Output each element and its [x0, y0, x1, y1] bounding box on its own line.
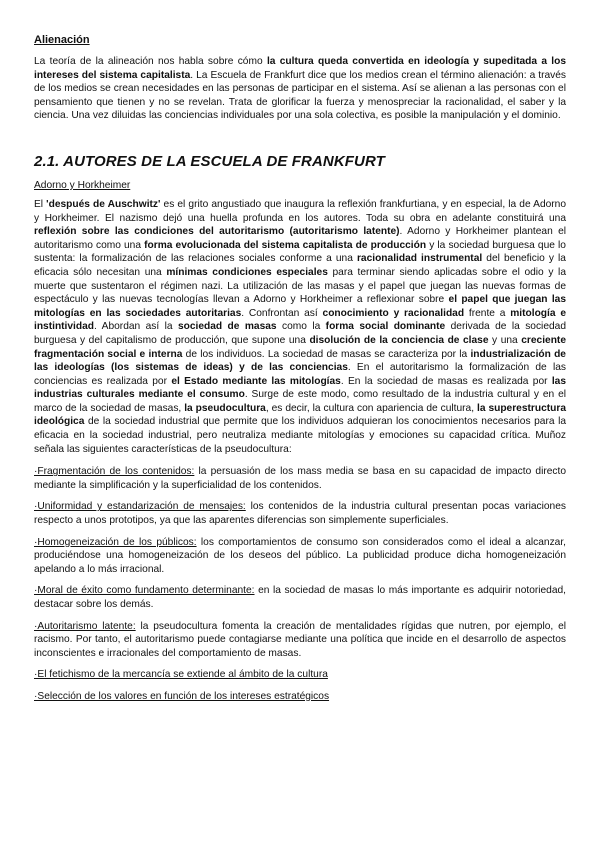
alienacion-paragraph: La teoría de la alineación nos habla sobre cómo la cultura queda convertida en ideología y supeditada a los intereses del sistema capitalista. La Escuela de Frankfurt dice que los medios crean el término alienación: a través de los medios se crean necesidades en las personas de participar en el sistema. Así se alienan a las personas con el pensamiento que tienen y no se revelan. Trata de glorificar la fuerza y menospreciar la racionalidad, el saber y la ciencia. Una vez diluidas las conciencias individuales por una sola colectiva, es posible la manipulación y el dominio. — [34, 56, 567, 122]
list-item: ·Autoritarismo latente: la pseudocultura fomenta la creación de mentalidades rígidas que nutren, por ejemplo, el racismo. Por tanto, el autoritarismo puede contagiarse mediante una política que incide en el desarrollo de aspectos inconscientes e irracionales del comportamiento de masas. — [34, 620, 566, 659]
section-title: 2.1. AUTORES DE LA ESCUELA DE FRANKFURT — [34, 152, 385, 170]
list-item: ·Uniformidad y estandarización de mensajes: los contenidos de la industria cultural presentan pocas variaciones respecto a unos prototipos, ya que las aparentes diferencias son simplemente superficiales. — [34, 501, 566, 527]
alienacion-heading: Alienación — [34, 34, 90, 46]
main-paragraph: El 'después de Auschwitz' es el grito angustiado que inaugura la reflexión frankfurtiana, y en especial, la de Adorno y Horkheimer. El nazismo dejó una huella profunda en los autores. Toda su obra en adelante constituirá una reflexión sobre las condiciones del autoritarismo (autoritarismo latente). Adorno y Horkheimer plantean el autoritarismo como una forma evolucionada del sistema capitalista de producción y la sociedad burguesa que lo sustenta: la formalización de las relaciones sociales conforme a una racionalidad instrumental del beneficio y la eficacia sólo necesitan una mínimas condiciones especiales para terminar siendo aplicadas sobre el odio y la muerte que sustentaron el régimen nazi. La utilización de las masas y el papel que juegan las nuevas formas de espectáculo y las nuevas tecnologías llevan a Adorno y Horkheimer a reflexionar sobre el papel que juegan las mitologías en las sociedades autoritarias. Confrontan así conocimiento y racionalidad frente a mitología e instintividad. Abordan así la sociedad de masas como la forma social dominante derivada de la sociedad burguesa y del capitalismo de producción, que supone una disolución de la conciencia de clase y una creciente fragmentación social e interna de los individuos. La sociedad de masas se caracteriza por la industrialización de las ideologías (los sistemas de ideas) y de las conciencias. En el autoritarismo la formalización de las conciencias es realizada por el Estado mediante las mitologías. En la sociedad de masas es realizada por las industrias culturales mediante el consumo. Surge de este modo, como resultado de la industria cultural y en el marco de la sociedad de masas, la pseudocultura, es decir, la cultura con apariencia de cultura, la superestructura ideológica de la sociedad industrial que permite que los individuos adquieran los conocimientos necesarios para la eficacia en la sociedad industrial, pero neutraliza mediante mitologías y emociones su capacidad crítica. Muñoz señala las siguientes características de la pseudocultura: — [34, 198, 567, 455]
list-item: ·Selección de los valores en función de los intereses estratégicos — [34, 690, 330, 702]
document-page — [34, 34, 566, 712]
section-subtitle: Adorno y Horkheimer — [34, 179, 131, 191]
list-item: ·Moral de éxito como fundamento determinante: en la sociedad de masas lo más importante es adquirir notoriedad, destacar sobre los demás. — [34, 585, 567, 610]
list-item: ·Homogeneización de los públicos: los comportamientos de consumo son considerados como el ideal a alcanzar, produciéndose una homogeneización de los deseos del público. La publicidad produce dicha homogeneización apelando a lo más irracional. — [34, 536, 566, 575]
list-item: ·Fragmentación de los contenidos: la persuasión de los mass media se basa en su capacidad de impacto directo mediante la simplificación y la superficialidad de los contenidos. — [34, 466, 566, 491]
list-item: ·El fetichismo de la mercancía se extiende al ámbito de la cultura — [34, 669, 328, 681]
